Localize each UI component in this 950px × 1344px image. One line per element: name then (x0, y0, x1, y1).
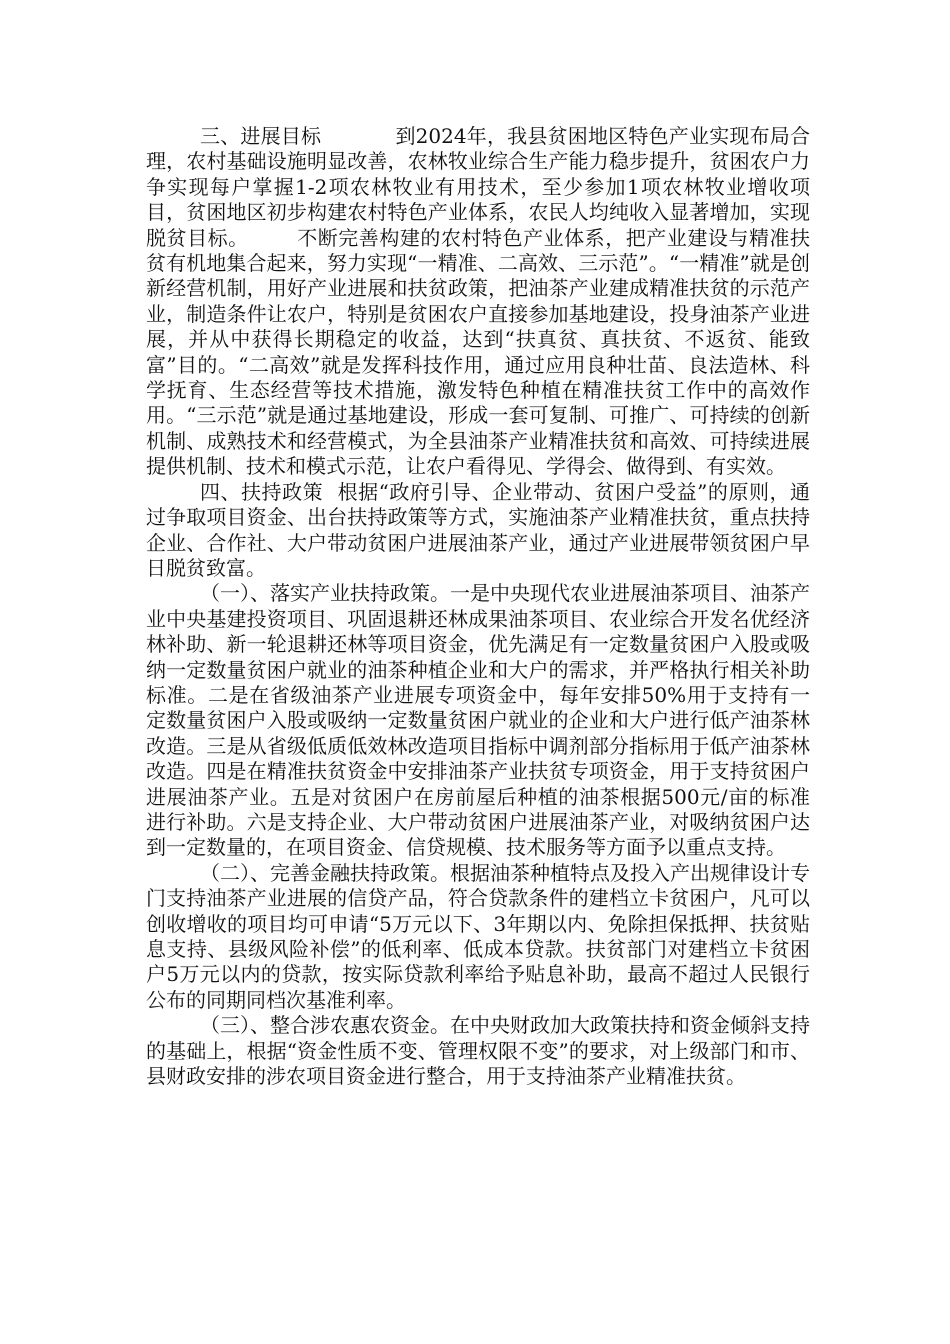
section-four-intro-text: 根据“政府引导、企业带动、贫困户受益”的原则，通过争取项目资金、出台扶持政策等方式，实施油茶产业精准扶贫，重点扶持企业、合作社、大户带动贫困户进展油茶产业，通过产业进展带领贫困户早日脱贫致富。 (146, 479, 810, 580)
policy-item-one: （一）、落实产业扶持政策。一是中央现代农业进展油茶项目、油茶产业中央基建投资项目、巩固退耕还林成果油茶项目、农业综合开发名优经济林补助、新一轮退耕还林等项目资金，优先满足有一定数量贫困户入股或吸纳一定数量贫困户就业的油茶种植企业和大户的需求，并严格执行相关补助标准。二是在省级油茶产业进展专项资金中，每年安排50%用于支持有一定数量贫困户入股或吸纳一定数量贫困户就业的企业和大户进行低产油茶林改造。三是从省级低质低效林改造项目指标中调剂部分指标用于低产油茶林改造。四是在精准扶贫资金中安排油茶产业扶贫专项资金，用于支持贫困户进展油茶产业。五是对贫困户在房前屋后种植的油茶根据500元/亩的标准进行补助。六是支持企业、大户带动贫困户进展油茶产业，对吸纳贫困户达到一定数量的，在项目资金、信贷规模、技术服务等方面予以重点支持。 (146, 581, 810, 860)
section-four-heading: 四、扶持政策 (200, 479, 324, 504)
policy-item-two: （二）、完善金融扶持政策。根据油茶种植特点及投入产出规律设计专门支持油茶产业进展的信贷产品，符合贷款条件的建档立卡贫困户，凡可以创收增收的项目均可申请“5万元以下、3年期以内、免除担保抵押、扶贫贴息支持、县级风险补偿”的低利率、低成本贷款。扶贫部门对建档立卡贫困户5万元以内的贷款，按实际贷款利率给予贴息补助，最高不超过人民银行公布的同期同档次基准利率。 (146, 860, 810, 1012)
document-body (146, 124, 810, 1089)
section-three-goal-text: 到2024年，我县贫困地区特色产业实现布局合理，农村基础设施明显改善，农林牧业综合生产能力稳步提升，贫困农户力争实现每户掌握1-2项农林牧业有用技术，至少参加1项农林牧业增收项目，贫困地区初步构建农村特色产业体系，农民人均纯收入显著增加，实现脱贫目标。 (146, 124, 811, 250)
policy-item-three: （三）、整合涉农惠农资金。在中央财政加大政策扶持和资金倾斜支持的基础上，根据“资金性质不变、管理权限不变”的要求，对上级部门和市、县财政安排的涉农项目资金进行整合，用于支持油茶产业精准扶贫。 (146, 1013, 810, 1089)
section-three-heading: 三、进展目标 (200, 124, 322, 148)
section-three-paragraph (146, 124, 810, 480)
section-four-paragraph (146, 480, 810, 582)
section-three-approach-text: 不断完善构建的农村特色产业体系，把产业建设与精准扶贫有机地集合起来，努力实现“一精准、二高效、三示范”。“一精准”就是创新经营机制，用好产业进展和扶贫政策，把油茶产业建成精准扶贫的示范产业，制造条件让农户，特别是贫困农户直接参加基地建设，投身油茶产业进展，并从中获得长期稳定的收益，达到“扶真贫、真扶贫、不返贫、能致富”目的。“二高效”就是发挥科技作用，通过应用良种壮苗、良法造林、科学抚育、生态经营等技术措施，激发特色种植在精准扶贫工作中的高效作用。“三示范”就是通过基地建设，形成一套可复制、可推广、可持续的创新机制、成熟技术和经营模式，为全县油茶产业精准扶贫和高效、可持续进展提供机制、技术和模式示范，让农户看得见、学得会、做得到、有实效。 (146, 225, 811, 479)
